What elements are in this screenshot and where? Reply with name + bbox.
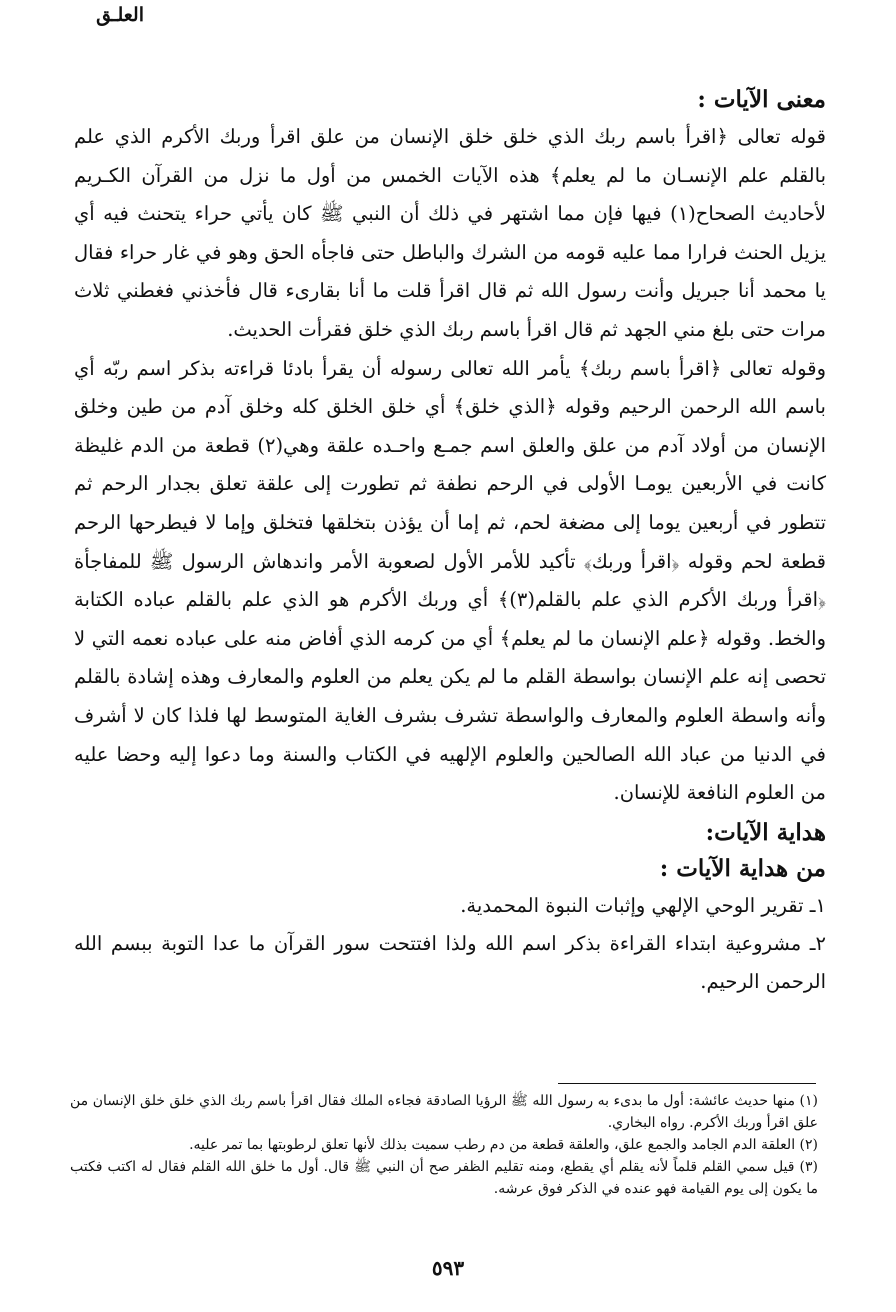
footnote-1: (١) منها حديث عائشة: أول ما بدىء به رسول الله ﷺ الرؤيا الصادقة فجاءه الملك فقال اقرأ باسم ربك الذي خلق خلق الإنسان من علق اقرأ وربك الأكرم. رواه البخاري. (70, 1093, 818, 1131)
page-number: ٥٩٣ (431, 1256, 465, 1280)
section-subheading-guidance: من هداية الآيات : (659, 854, 826, 882)
section-heading-guidance: هداية الآيات: (705, 818, 826, 846)
guidance-item-1: ١ـ تقرير الوحي الإلهي وإثبات النبوة المحمدية. (460, 893, 826, 917)
main-text (74, 82, 826, 1001)
footnotes (70, 1090, 818, 1200)
footnote-divider (558, 1083, 816, 1084)
meaning-paragraph-2: وقوله تعالى ﴿اقرأ باسم ربك﴾ يأمر الله تعالى رسوله أن يقرأ بادئا قراءته بذكر اسم ربّه أي باسم الله الرحمن الرحيم وقوله ﴿الذي خلق﴾ أي خلق الخلق كله وخلق آدم من طين وخلق الإنسان من أولاد آدم من علق والعلق اسم جمـع واحـده علقة وهي(٢) قطعة من الدم غليظة كانت في الأربعين يومـا الأولى في الرحم نطفة ثم تطورت إلى علقة تعلق بجدار الرحم ثم تتطور في أربعين يوما إلى مضغة لحم، ثم إما أن يؤذن بتخلقها فتخلق وإما لا فيطرحها الرحم قطعة لحم وقوله ﴿اقرأ وربك﴾ تأكيد للأمر الأول لصعوبة الأمر واندهاش الرسول ﷺ للمفاجأة ﴿اقرأ وربك الأكرم الذي علم بالقلم(٣)﴾ أي وربك الأكرم هو الذي علم بالقلم عباده الكتابة والخط. وقوله ﴿علم الإنسان ما لم يعلم﴾ أي من كرمه الذي أفاض منه على عباده نعمه التي لا تحصى إنه علم الإنسان بواسطة القلم ما لم يكن يعلم من العلوم والمعارف وهذه إشادة بالقلم وأنه واسطة العلوم والمعارف والواسطة تشرف بشرف الغاية المتوسط لها فلذا كان لا أشرف في الدنيا من عباد الله الصالحين والعلوم الإلهيه في الكتاب والسنة وما دعوا إليه وحضا عليه من العلوم النافعة للإنسان. (74, 356, 827, 805)
footnote-2: (٢) العلقة الدم الجامد والجمع علق، والعلقة قطعة من دم رطب سميت بذلك لأنها تعلق لرطوبتها بما تمر عليه. (189, 1137, 818, 1153)
running-header: العلـق (96, 4, 144, 26)
section-heading-meaning: معنى الآيات : (697, 86, 826, 113)
guidance-item-2: ٢ـ مشروعية ابتداء القراءة بذكر اسم الله ولذا افتتحت سور القرآن ما عدا التوبة ببسم الله الرحمن الرحيم. (74, 931, 826, 993)
footnote-3: (٣) قيل سمي القلم قلماً لأنه يقلم أي يقطع، ومنه تقليم الظفر صح أن النبي ﷺ قال. أول ما خلق الله القلم فقال له اكتب فكتب ما يكون إلى يوم القيامة فهو عنده في الذكر فوق عرشه. (70, 1159, 818, 1197)
meaning-paragraph-1: قوله تعالى ﴿اقرأ باسم ربك الذي خلق خلق الإنسان من علق اقرأ وربك الأكرم الذي علم بالقلم علم الإنسـان ما لم يعلم﴾ هذه الآيات الخمس من أول ما نزل من القرآن الكـريم لأحاديث الصحاح(١) فيها فإن مما اشتهر في ذلك أن النبي ﷺ كان يأتي حراء يتحنث فيه أي يزيل الحنث فرارا مما عليه قومه من الشرك والباطل حتى فاجأه الحق وهو في غار حراء فقال يا محمد أنا جبريل وأنت رسول الله ثم قال اقرأ قلت ما أنا بقارىء قال فأخذني فغطني ثلاث مرات حتى بلغ مني الجهد ثم قال اقرأ باسم ربك الذي خلق فقرأت الحديث. (74, 125, 826, 341)
